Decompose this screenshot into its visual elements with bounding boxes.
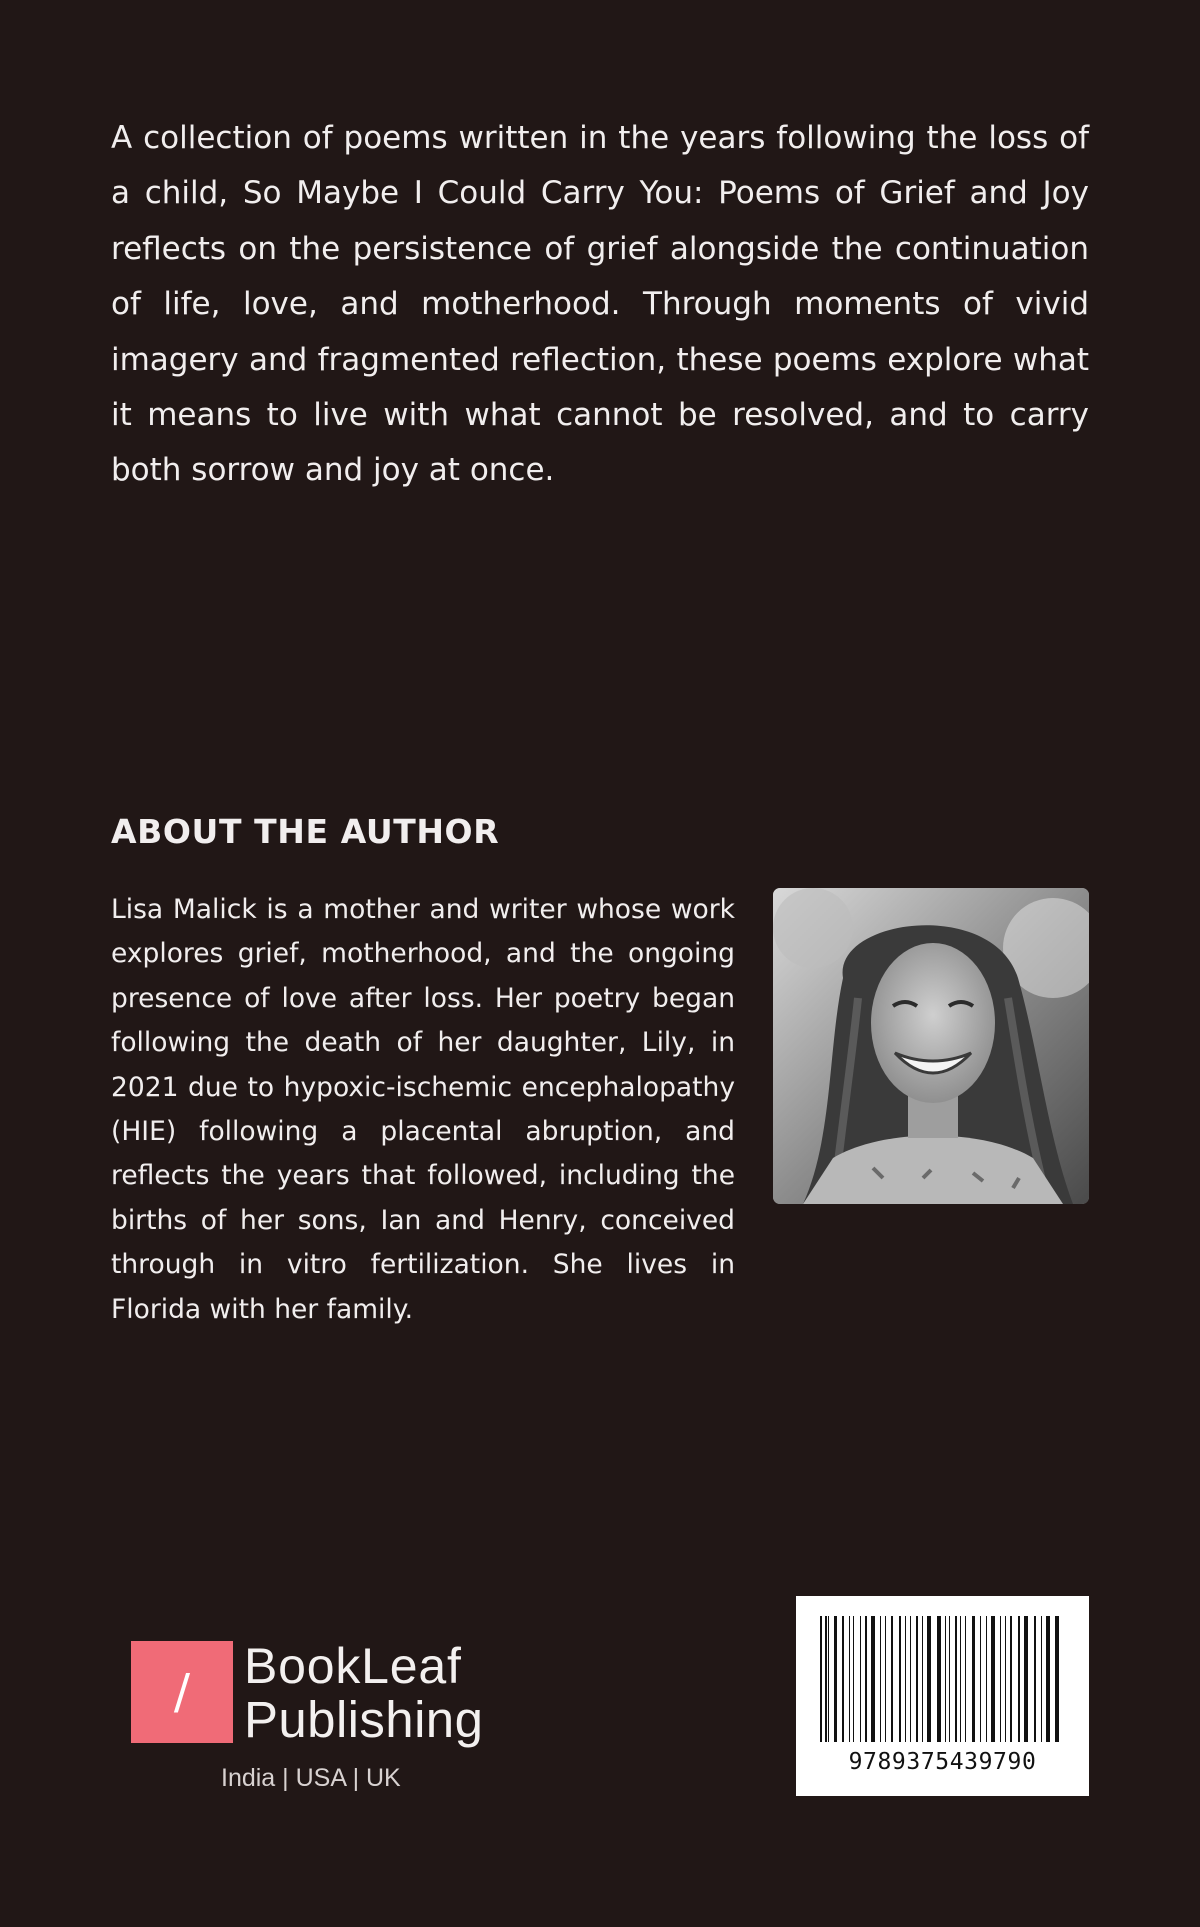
barcode-bar	[949, 1616, 950, 1742]
barcode-bar	[922, 1616, 923, 1742]
book-blurb: A collection of poems written in the years following the loss of a child, So Maybe I Could Carry You: Poems of Grief and Joy reflects on the persistence of grief alongside the continuation of life, love, and motherhood. Through moments of vivid imagery and fragmented reflection, these poems explore what it means to live with what cannot be resolved, and to carry both sorrow and joy at once.	[111, 120, 1089, 489]
about-author-heading: ABOUT THE AUTHOR	[111, 812, 500, 851]
barcode-bar	[820, 1616, 822, 1742]
author-photo	[773, 888, 1089, 1204]
barcode-bar	[1018, 1616, 1020, 1742]
barcode-bar	[1041, 1616, 1042, 1742]
publisher-logo-mark	[131, 1641, 233, 1743]
barcode-bar	[965, 1616, 966, 1742]
author-bio: Lisa Malick is a mother and writer whose work explores grief, motherhood, and the ongoing presence of love after loss. Her poetry began following the death of her daughter, Lily, in 2021 due to hypoxic-ischemic encephalopathy (HIE) following a placental abruption, and reflects the years that followed, including the births of her sons, Ian and Henry, conceived through in vitro fertilization. She lives in Florida with her family.	[111, 894, 735, 1325]
barcode-bar	[991, 1616, 995, 1742]
barcode-bar	[1055, 1616, 1059, 1742]
barcode-bars	[820, 1616, 1065, 1744]
barcode-bar	[849, 1616, 850, 1742]
barcode-bar	[828, 1616, 829, 1742]
barcode-bar	[1000, 1616, 1001, 1742]
barcode-bar	[927, 1616, 931, 1742]
barcode-bar	[834, 1616, 837, 1742]
barcode-bar	[910, 1616, 911, 1742]
barcode-bar	[842, 1616, 844, 1742]
barcode-bar	[905, 1616, 906, 1742]
isbn-barcode	[796, 1596, 1089, 1796]
barcode-bar	[871, 1616, 875, 1742]
isbn-number: 9789375439790	[848, 1749, 1037, 1775]
barcode-bar	[865, 1616, 867, 1742]
barcode-bar	[960, 1616, 961, 1742]
author-portrait-image	[773, 888, 1089, 1204]
slash-mark: /	[173, 1664, 191, 1720]
barcode-bar	[955, 1616, 957, 1742]
barcode-bar	[885, 1616, 886, 1742]
barcode-bar	[1046, 1616, 1050, 1742]
barcode-bar	[860, 1616, 861, 1742]
barcode-bar	[1024, 1616, 1028, 1742]
publisher-logo	[131, 1639, 503, 1799]
publisher-regions: India | USA | UK	[221, 1764, 401, 1792]
barcode-bar	[916, 1616, 918, 1742]
barcode-bar	[899, 1616, 901, 1742]
barcode-bar	[986, 1616, 987, 1742]
barcode-bar	[980, 1616, 981, 1742]
barcode-bar	[853, 1616, 854, 1742]
barcode-bar	[825, 1616, 827, 1742]
barcode-bar	[891, 1616, 893, 1742]
barcode-bar	[1010, 1616, 1012, 1742]
barcode-bar	[1034, 1616, 1036, 1742]
barcode-bar	[972, 1616, 975, 1742]
barcode-bar	[945, 1616, 946, 1742]
barcode-bar	[937, 1616, 941, 1742]
publisher-name-line1: BookLeaf	[244, 1638, 462, 1694]
barcode-bar	[1005, 1616, 1006, 1742]
publisher-name-line2: Publishing	[244, 1691, 484, 1748]
barcode-bar	[880, 1616, 881, 1742]
